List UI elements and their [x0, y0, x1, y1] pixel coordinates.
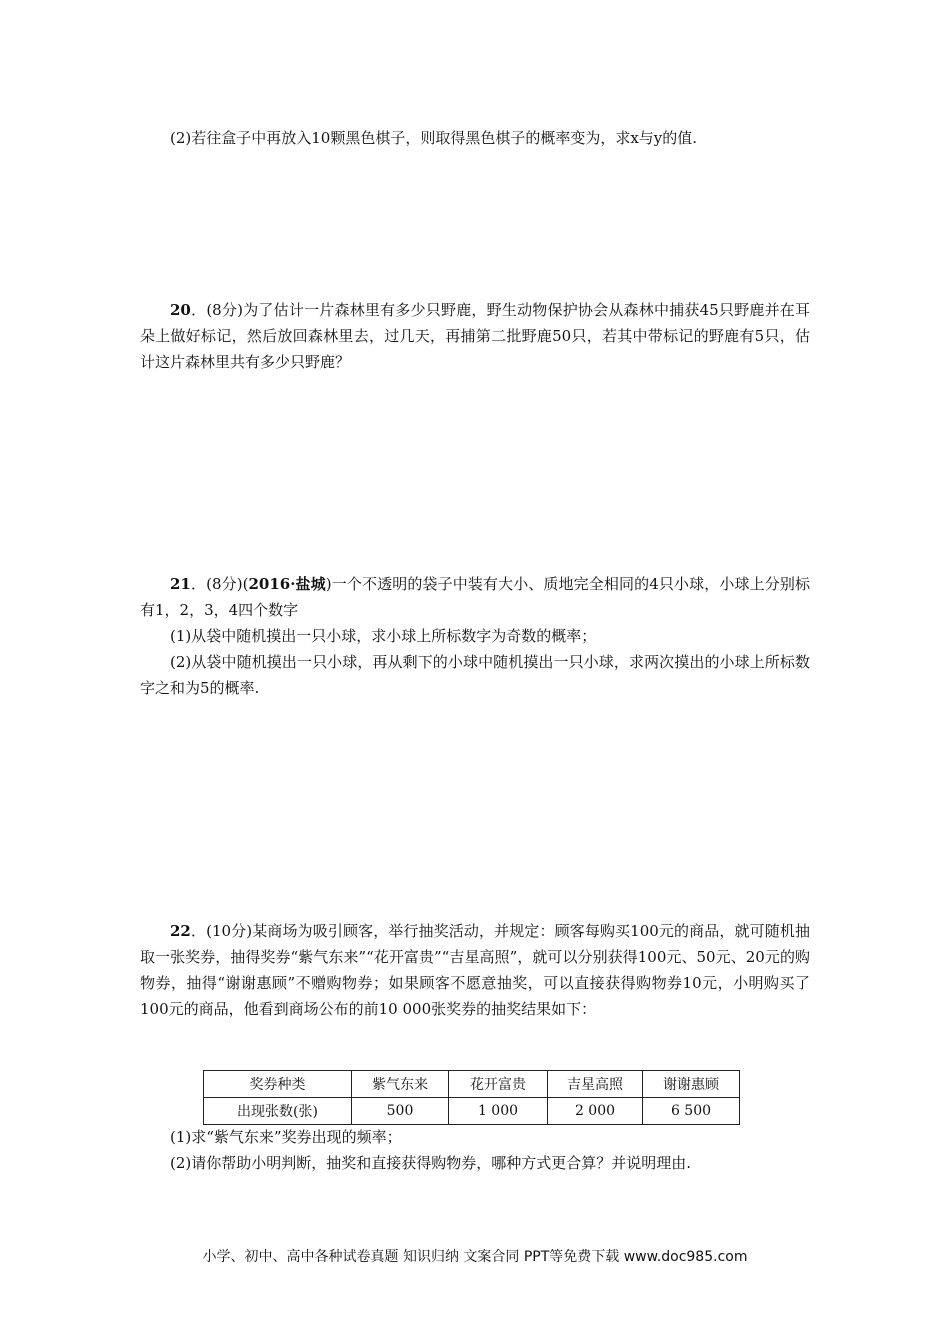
q21-source: 2016·盐城 — [248, 575, 326, 593]
table-header-cell: 奖券种类 — [204, 1071, 352, 1098]
q21-sep: ． — [190, 575, 207, 593]
q21-part1: (1)从袋中随机摸出一只小球，求小球上所标数字为奇数的概率； — [170, 627, 597, 645]
q22-score: (10分) — [206, 922, 253, 940]
question-21 — [140, 571, 810, 623]
table-header-row — [204, 1071, 740, 1098]
table-cell: 出现张数(张) — [204, 1098, 352, 1125]
table-cell: 2 000 — [548, 1098, 643, 1125]
q21-close: ) — [325, 575, 332, 593]
question-22 — [140, 918, 810, 1022]
q22-part1: (1)求“紫气东来”奖券出现的频率； — [170, 1128, 402, 1146]
results-table — [203, 1070, 740, 1125]
q22-number: 22 — [170, 922, 191, 940]
table-header-cell: 紫气东来 — [352, 1071, 449, 1098]
q20-score: (8分) — [206, 301, 243, 319]
page-footer: 小学、初中、高中各种试卷真题 知识归纳 文案合同 PPT等免费下载 www.doc985.com — [202, 1249, 748, 1265]
table-cell: 6 500 — [643, 1098, 740, 1125]
table-header-cell: 花开富贵 — [449, 1071, 548, 1098]
table-header-cell: 吉星高照 — [548, 1071, 643, 1098]
q21-part2: (2)从袋中随机摸出一只小球，再从剩下的小球中随机摸出一只小球，求两次摸出的小球上所标数字之和为5的概率. — [140, 653, 810, 697]
q22-sep: ． — [190, 922, 207, 940]
q21-score: (8分)( — [206, 575, 249, 593]
q20-sep: ． — [190, 301, 207, 319]
table-row — [204, 1098, 740, 1125]
table-cell: 1 000 — [449, 1098, 548, 1125]
q22-text: 某商场为吸引顾客，举行抽奖活动，并规定：顾客每购买100元的商品，就可随机抽取一张奖券，抽得奖券“紫气东来”“花开富贵”“吉星高照”，就可以分别获得100元、50元、20元的购物券，抽得“谢谢惠顾”不赠购物券；如果顾客不愿意抽奖，可以直接获得购物券10元，小明购买了100元的商品，他看到商场公布的前10 000张奖券的抽奖结果如下： — [140, 922, 810, 1018]
q19-part2: (2)若往盒子中再放入10颗黑色棋子，则取得黑色棋子的概率变为，求x与y的值. — [170, 129, 698, 147]
table-header-cell: 谢谢惠顾 — [643, 1071, 740, 1098]
q20-number: 20 — [170, 301, 191, 319]
table-cell: 500 — [352, 1098, 449, 1125]
q22-part2: (2)请你帮助小明判断，抽奖和直接获得购物券，哪种方式更合算？并说明理由. — [170, 1154, 692, 1172]
q20-text: 为了估计一片森林里有多少只野鹿，野生动物保护协会从森林中捕获45只野鹿并在耳朵上做好标记，然后放回森林里去，过几天，再捕第二批野鹿50只，若其中带标记的野鹿有5只，估计这片森林里共有多少只野鹿？ — [140, 301, 811, 371]
q21-number: 21 — [170, 575, 191, 593]
q21-text: 一个不透明的袋子中装有大小、质地完全相同的4只小球，小球上分别标有1，2，3，4四个数字 — [140, 575, 810, 619]
question-20 — [140, 297, 810, 375]
